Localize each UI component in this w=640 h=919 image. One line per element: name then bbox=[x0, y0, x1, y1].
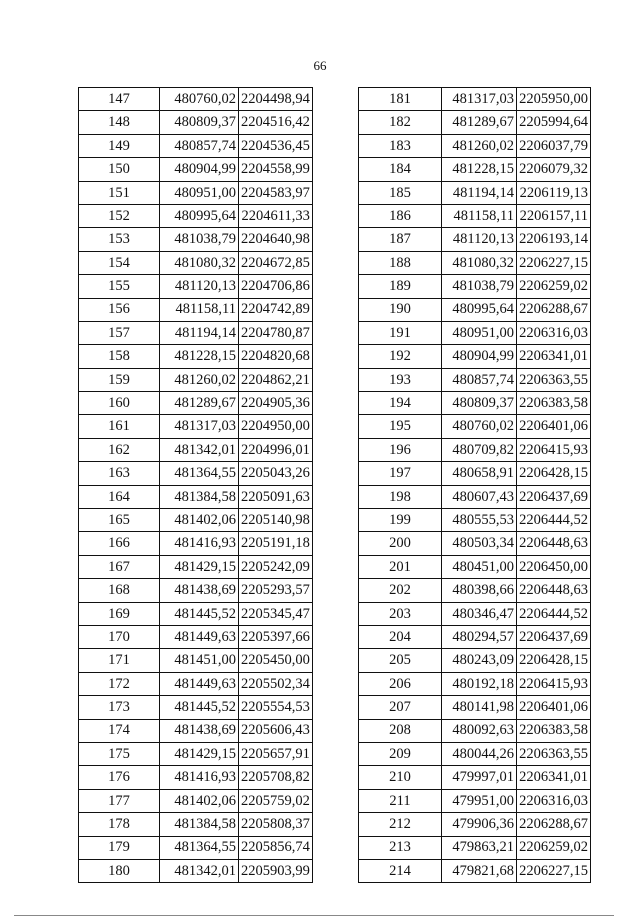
x-coordinate-cell: 481317,03 bbox=[160, 415, 239, 438]
point-number-cell: 192 bbox=[359, 345, 442, 368]
table-row bbox=[359, 275, 591, 298]
point-number-cell: 169 bbox=[79, 602, 160, 625]
x-coordinate-cell: 481429,15 bbox=[160, 555, 239, 578]
table-row bbox=[359, 462, 591, 485]
y-coordinate-cell: 2205091,63 bbox=[239, 485, 313, 508]
point-number-cell: 199 bbox=[359, 509, 442, 532]
point-number-cell: 153 bbox=[79, 228, 160, 251]
table-row bbox=[79, 181, 313, 204]
point-number-cell: 180 bbox=[79, 859, 160, 882]
table-row bbox=[79, 321, 313, 344]
x-coordinate-cell: 480809,37 bbox=[160, 111, 239, 134]
table-row bbox=[79, 602, 313, 625]
point-number-cell: 182 bbox=[359, 111, 442, 134]
point-number-cell: 147 bbox=[79, 88, 160, 111]
x-coordinate-cell: 480760,02 bbox=[442, 415, 517, 438]
point-number-cell: 195 bbox=[359, 415, 442, 438]
point-number-cell: 165 bbox=[79, 509, 160, 532]
point-number-cell: 188 bbox=[359, 251, 442, 274]
point-number-cell: 185 bbox=[359, 181, 442, 204]
y-coordinate-cell: 2206157,11 bbox=[517, 204, 591, 227]
y-coordinate-cell: 2205191,18 bbox=[239, 532, 313, 555]
table-row bbox=[359, 415, 591, 438]
point-number-cell: 190 bbox=[359, 298, 442, 321]
y-coordinate-cell: 2205554,53 bbox=[239, 696, 313, 719]
x-coordinate-cell: 481449,63 bbox=[160, 625, 239, 648]
point-number-cell: 151 bbox=[79, 181, 160, 204]
y-coordinate-cell: 2204996,01 bbox=[239, 438, 313, 461]
y-coordinate-cell: 2206363,55 bbox=[517, 368, 591, 391]
x-coordinate-cell: 480044,26 bbox=[442, 742, 517, 765]
y-coordinate-cell: 2206363,55 bbox=[517, 742, 591, 765]
y-coordinate-cell: 2206415,93 bbox=[517, 672, 591, 695]
x-coordinate-cell: 481260,02 bbox=[160, 368, 239, 391]
table-row bbox=[79, 625, 313, 648]
point-number-cell: 170 bbox=[79, 625, 160, 648]
y-coordinate-cell: 2206450,00 bbox=[517, 555, 591, 578]
point-number-cell: 194 bbox=[359, 392, 442, 415]
point-number-cell: 171 bbox=[79, 649, 160, 672]
y-coordinate-cell: 2206227,15 bbox=[517, 251, 591, 274]
point-number-cell: 167 bbox=[79, 555, 160, 578]
x-coordinate-cell: 480709,82 bbox=[442, 438, 517, 461]
table-row bbox=[359, 181, 591, 204]
x-coordinate-cell: 480760,02 bbox=[160, 88, 239, 111]
table-row bbox=[359, 672, 591, 695]
point-number-cell: 202 bbox=[359, 579, 442, 602]
y-coordinate-cell: 2204905,36 bbox=[239, 392, 313, 415]
y-coordinate-cell: 2205657,91 bbox=[239, 742, 313, 765]
point-number-cell: 208 bbox=[359, 719, 442, 742]
x-coordinate-cell: 481120,13 bbox=[160, 275, 239, 298]
y-coordinate-cell: 2204950,00 bbox=[239, 415, 313, 438]
point-number-cell: 158 bbox=[79, 345, 160, 368]
point-number-cell: 184 bbox=[359, 158, 442, 181]
point-number-cell: 168 bbox=[79, 579, 160, 602]
y-coordinate-cell: 2204498,94 bbox=[239, 88, 313, 111]
y-coordinate-cell: 2205759,02 bbox=[239, 789, 313, 812]
y-coordinate-cell: 2206428,15 bbox=[517, 462, 591, 485]
table-row bbox=[359, 204, 591, 227]
table-row bbox=[359, 485, 591, 508]
table-row bbox=[79, 204, 313, 227]
y-coordinate-cell: 2205903,99 bbox=[239, 859, 313, 882]
y-coordinate-cell: 2206227,15 bbox=[517, 859, 591, 882]
x-coordinate-cell: 481402,06 bbox=[160, 509, 239, 532]
table-row bbox=[359, 742, 591, 765]
table-row bbox=[359, 321, 591, 344]
x-coordinate-cell: 481449,63 bbox=[160, 672, 239, 695]
x-coordinate-cell: 480951,00 bbox=[160, 181, 239, 204]
table-row bbox=[359, 298, 591, 321]
x-coordinate-cell: 480451,00 bbox=[442, 555, 517, 578]
y-coordinate-cell: 2206288,67 bbox=[517, 298, 591, 321]
table-row bbox=[79, 672, 313, 695]
y-coordinate-cell: 2204820,68 bbox=[239, 345, 313, 368]
table-row bbox=[359, 555, 591, 578]
y-coordinate-cell: 2206119,13 bbox=[517, 181, 591, 204]
x-coordinate-cell: 481364,55 bbox=[160, 836, 239, 859]
x-coordinate-cell: 481342,01 bbox=[160, 438, 239, 461]
table-row bbox=[79, 485, 313, 508]
point-number-cell: 212 bbox=[359, 813, 442, 836]
point-number-cell: 213 bbox=[359, 836, 442, 859]
table-row bbox=[359, 251, 591, 274]
y-coordinate-cell: 2206316,03 bbox=[517, 321, 591, 344]
y-coordinate-cell: 2205345,47 bbox=[239, 602, 313, 625]
table-row bbox=[79, 555, 313, 578]
x-coordinate-cell: 481317,03 bbox=[442, 88, 517, 111]
table-row bbox=[359, 696, 591, 719]
table-row bbox=[79, 532, 313, 555]
table-row bbox=[79, 228, 313, 251]
table-row bbox=[359, 836, 591, 859]
table-row bbox=[79, 719, 313, 742]
y-coordinate-cell: 2205242,09 bbox=[239, 555, 313, 578]
x-coordinate-cell: 481228,15 bbox=[160, 345, 239, 368]
point-number-cell: 149 bbox=[79, 134, 160, 157]
y-coordinate-cell: 2206259,02 bbox=[517, 836, 591, 859]
table-row bbox=[359, 602, 591, 625]
y-coordinate-cell: 2205950,00 bbox=[517, 88, 591, 111]
point-number-cell: 196 bbox=[359, 438, 442, 461]
x-coordinate-cell: 481364,55 bbox=[160, 462, 239, 485]
point-number-cell: 189 bbox=[359, 275, 442, 298]
table-row bbox=[359, 532, 591, 555]
x-coordinate-cell: 480904,99 bbox=[160, 158, 239, 181]
x-coordinate-cell: 480995,64 bbox=[442, 298, 517, 321]
table-row bbox=[79, 392, 313, 415]
y-coordinate-cell: 2205140,98 bbox=[239, 509, 313, 532]
bottom-divider bbox=[14, 915, 614, 916]
x-coordinate-cell: 481289,67 bbox=[442, 111, 517, 134]
y-coordinate-cell: 2204558,99 bbox=[239, 158, 313, 181]
table-row bbox=[79, 696, 313, 719]
table-row bbox=[79, 766, 313, 789]
y-coordinate-cell: 2204611,33 bbox=[239, 204, 313, 227]
table-row bbox=[359, 766, 591, 789]
x-coordinate-cell: 481120,13 bbox=[442, 228, 517, 251]
point-number-cell: 206 bbox=[359, 672, 442, 695]
x-coordinate-cell: 481384,58 bbox=[160, 485, 239, 508]
y-coordinate-cell: 2206316,03 bbox=[517, 789, 591, 812]
y-coordinate-cell: 2206437,69 bbox=[517, 625, 591, 648]
y-coordinate-cell: 2204862,21 bbox=[239, 368, 313, 391]
x-coordinate-cell: 480857,74 bbox=[442, 368, 517, 391]
point-number-cell: 207 bbox=[359, 696, 442, 719]
point-number-cell: 163 bbox=[79, 462, 160, 485]
point-number-cell: 156 bbox=[79, 298, 160, 321]
x-coordinate-cell: 480809,37 bbox=[442, 392, 517, 415]
y-coordinate-cell: 2206341,01 bbox=[517, 766, 591, 789]
x-coordinate-cell: 481080,32 bbox=[160, 251, 239, 274]
y-coordinate-cell: 2206079,32 bbox=[517, 158, 591, 181]
x-coordinate-cell: 481451,00 bbox=[160, 649, 239, 672]
y-coordinate-cell: 2206288,67 bbox=[517, 813, 591, 836]
table-row bbox=[359, 392, 591, 415]
table-row bbox=[79, 88, 313, 111]
y-coordinate-cell: 2206341,01 bbox=[517, 345, 591, 368]
y-coordinate-cell: 2206415,93 bbox=[517, 438, 591, 461]
y-coordinate-cell: 2206437,69 bbox=[517, 485, 591, 508]
table-row bbox=[359, 859, 591, 882]
table-row bbox=[79, 859, 313, 882]
x-coordinate-cell: 479821,68 bbox=[442, 859, 517, 882]
table-row bbox=[359, 368, 591, 391]
x-coordinate-cell: 480398,66 bbox=[442, 579, 517, 602]
table-row bbox=[359, 111, 591, 134]
y-coordinate-cell: 2205856,74 bbox=[239, 836, 313, 859]
x-coordinate-cell: 480555,53 bbox=[442, 509, 517, 532]
x-coordinate-cell: 480995,64 bbox=[160, 204, 239, 227]
x-coordinate-cell: 481158,11 bbox=[160, 298, 239, 321]
point-number-cell: 175 bbox=[79, 742, 160, 765]
y-coordinate-cell: 2206444,52 bbox=[517, 602, 591, 625]
coordinates-table-right bbox=[358, 87, 591, 883]
x-coordinate-cell: 480092,63 bbox=[442, 719, 517, 742]
y-coordinate-cell: 2206383,58 bbox=[517, 719, 591, 742]
x-coordinate-cell: 479951,00 bbox=[442, 789, 517, 812]
x-coordinate-cell: 481384,58 bbox=[160, 813, 239, 836]
table-row bbox=[79, 649, 313, 672]
y-coordinate-cell: 2204672,85 bbox=[239, 251, 313, 274]
table-row bbox=[359, 813, 591, 836]
x-coordinate-cell: 481038,79 bbox=[442, 275, 517, 298]
table-row bbox=[79, 438, 313, 461]
table-row bbox=[359, 88, 591, 111]
x-coordinate-cell: 480904,99 bbox=[442, 345, 517, 368]
x-coordinate-cell: 480951,00 bbox=[442, 321, 517, 344]
y-coordinate-cell: 2204640,98 bbox=[239, 228, 313, 251]
x-coordinate-cell: 481342,01 bbox=[160, 859, 239, 882]
x-coordinate-cell: 479863,21 bbox=[442, 836, 517, 859]
point-number-cell: 172 bbox=[79, 672, 160, 695]
table-row bbox=[79, 158, 313, 181]
point-number-cell: 173 bbox=[79, 696, 160, 719]
x-coordinate-cell: 481194,14 bbox=[160, 321, 239, 344]
table-row bbox=[79, 134, 313, 157]
table-row bbox=[359, 345, 591, 368]
point-number-cell: 204 bbox=[359, 625, 442, 648]
y-coordinate-cell: 2206428,15 bbox=[517, 649, 591, 672]
x-coordinate-cell: 481445,52 bbox=[160, 696, 239, 719]
point-number-cell: 166 bbox=[79, 532, 160, 555]
point-number-cell: 197 bbox=[359, 462, 442, 485]
point-number-cell: 214 bbox=[359, 859, 442, 882]
y-coordinate-cell: 2204706,86 bbox=[239, 275, 313, 298]
x-coordinate-cell: 480294,57 bbox=[442, 625, 517, 648]
coordinates-table-left bbox=[78, 87, 313, 883]
point-number-cell: 209 bbox=[359, 742, 442, 765]
y-coordinate-cell: 2205397,66 bbox=[239, 625, 313, 648]
x-coordinate-cell: 481438,69 bbox=[160, 719, 239, 742]
table-row bbox=[79, 813, 313, 836]
x-coordinate-cell: 480243,09 bbox=[442, 649, 517, 672]
table-row bbox=[359, 438, 591, 461]
table-row bbox=[359, 228, 591, 251]
table-row bbox=[79, 111, 313, 134]
point-number-cell: 210 bbox=[359, 766, 442, 789]
y-coordinate-cell: 2205606,43 bbox=[239, 719, 313, 742]
point-number-cell: 203 bbox=[359, 602, 442, 625]
point-number-cell: 200 bbox=[359, 532, 442, 555]
y-coordinate-cell: 2205293,57 bbox=[239, 579, 313, 602]
x-coordinate-cell: 481194,14 bbox=[442, 181, 517, 204]
y-coordinate-cell: 2206259,02 bbox=[517, 275, 591, 298]
point-number-cell: 164 bbox=[79, 485, 160, 508]
point-number-cell: 186 bbox=[359, 204, 442, 227]
x-coordinate-cell: 480346,47 bbox=[442, 602, 517, 625]
point-number-cell: 174 bbox=[79, 719, 160, 742]
table-row bbox=[79, 368, 313, 391]
y-coordinate-cell: 2206444,52 bbox=[517, 509, 591, 532]
point-number-cell: 198 bbox=[359, 485, 442, 508]
x-coordinate-cell: 481445,52 bbox=[160, 602, 239, 625]
x-coordinate-cell: 481416,93 bbox=[160, 532, 239, 555]
x-coordinate-cell: 481080,32 bbox=[442, 251, 517, 274]
x-coordinate-cell: 481438,69 bbox=[160, 579, 239, 602]
y-coordinate-cell: 2205450,00 bbox=[239, 649, 313, 672]
x-coordinate-cell: 481289,67 bbox=[160, 392, 239, 415]
table-row bbox=[359, 579, 591, 602]
point-number-cell: 193 bbox=[359, 368, 442, 391]
table-row bbox=[359, 509, 591, 532]
point-number-cell: 159 bbox=[79, 368, 160, 391]
table-row bbox=[79, 789, 313, 812]
x-coordinate-cell: 481416,93 bbox=[160, 766, 239, 789]
y-coordinate-cell: 2206448,63 bbox=[517, 532, 591, 555]
table-row bbox=[79, 462, 313, 485]
y-coordinate-cell: 2204780,87 bbox=[239, 321, 313, 344]
point-number-cell: 211 bbox=[359, 789, 442, 812]
point-number-cell: 181 bbox=[359, 88, 442, 111]
y-coordinate-cell: 2205994,64 bbox=[517, 111, 591, 134]
point-number-cell: 160 bbox=[79, 392, 160, 415]
table-row bbox=[359, 134, 591, 157]
point-number-cell: 157 bbox=[79, 321, 160, 344]
x-coordinate-cell: 480658,91 bbox=[442, 462, 517, 485]
point-number-cell: 161 bbox=[79, 415, 160, 438]
point-number-cell: 177 bbox=[79, 789, 160, 812]
x-coordinate-cell: 481260,02 bbox=[442, 134, 517, 157]
y-coordinate-cell: 2205708,82 bbox=[239, 766, 313, 789]
point-number-cell: 176 bbox=[79, 766, 160, 789]
y-coordinate-cell: 2205808,37 bbox=[239, 813, 313, 836]
table-row bbox=[359, 719, 591, 742]
table-row bbox=[79, 251, 313, 274]
x-coordinate-cell: 481158,11 bbox=[442, 204, 517, 227]
page-number: 66 bbox=[313, 58, 327, 73]
table-row bbox=[79, 509, 313, 532]
table-row bbox=[79, 298, 313, 321]
point-number-cell: 178 bbox=[79, 813, 160, 836]
y-coordinate-cell: 2205502,34 bbox=[239, 672, 313, 695]
table-row bbox=[79, 579, 313, 602]
table-row bbox=[79, 415, 313, 438]
x-coordinate-cell: 480607,43 bbox=[442, 485, 517, 508]
y-coordinate-cell: 2206193,14 bbox=[517, 228, 591, 251]
table-row bbox=[79, 742, 313, 765]
x-coordinate-cell: 481038,79 bbox=[160, 228, 239, 251]
point-number-cell: 154 bbox=[79, 251, 160, 274]
point-number-cell: 191 bbox=[359, 321, 442, 344]
point-number-cell: 162 bbox=[79, 438, 160, 461]
table-row bbox=[359, 625, 591, 648]
x-coordinate-cell: 481228,15 bbox=[442, 158, 517, 181]
point-number-cell: 205 bbox=[359, 649, 442, 672]
point-number-cell: 179 bbox=[79, 836, 160, 859]
x-coordinate-cell: 479906,36 bbox=[442, 813, 517, 836]
x-coordinate-cell: 481402,06 bbox=[160, 789, 239, 812]
y-coordinate-cell: 2206448,63 bbox=[517, 579, 591, 602]
point-number-cell: 183 bbox=[359, 134, 442, 157]
table-row bbox=[359, 158, 591, 181]
point-number-cell: 148 bbox=[79, 111, 160, 134]
table-row bbox=[359, 649, 591, 672]
y-coordinate-cell: 2204742,89 bbox=[239, 298, 313, 321]
y-coordinate-cell: 2206383,58 bbox=[517, 392, 591, 415]
table-row bbox=[79, 836, 313, 859]
point-number-cell: 155 bbox=[79, 275, 160, 298]
x-coordinate-cell: 481429,15 bbox=[160, 742, 239, 765]
y-coordinate-cell: 2204583,97 bbox=[239, 181, 313, 204]
table-row bbox=[359, 789, 591, 812]
y-coordinate-cell: 2206401,06 bbox=[517, 696, 591, 719]
point-number-cell: 187 bbox=[359, 228, 442, 251]
y-coordinate-cell: 2204536,45 bbox=[239, 134, 313, 157]
point-number-cell: 201 bbox=[359, 555, 442, 578]
x-coordinate-cell: 480857,74 bbox=[160, 134, 239, 157]
x-coordinate-cell: 480141,98 bbox=[442, 696, 517, 719]
x-coordinate-cell: 480503,34 bbox=[442, 532, 517, 555]
y-coordinate-cell: 2206401,06 bbox=[517, 415, 591, 438]
table-row bbox=[79, 345, 313, 368]
y-coordinate-cell: 2204516,42 bbox=[239, 111, 313, 134]
y-coordinate-cell: 2205043,26 bbox=[239, 462, 313, 485]
x-coordinate-cell: 480192,18 bbox=[442, 672, 517, 695]
x-coordinate-cell: 479997,01 bbox=[442, 766, 517, 789]
table-row bbox=[79, 275, 313, 298]
y-coordinate-cell: 2206037,79 bbox=[517, 134, 591, 157]
point-number-cell: 152 bbox=[79, 204, 160, 227]
point-number-cell: 150 bbox=[79, 158, 160, 181]
